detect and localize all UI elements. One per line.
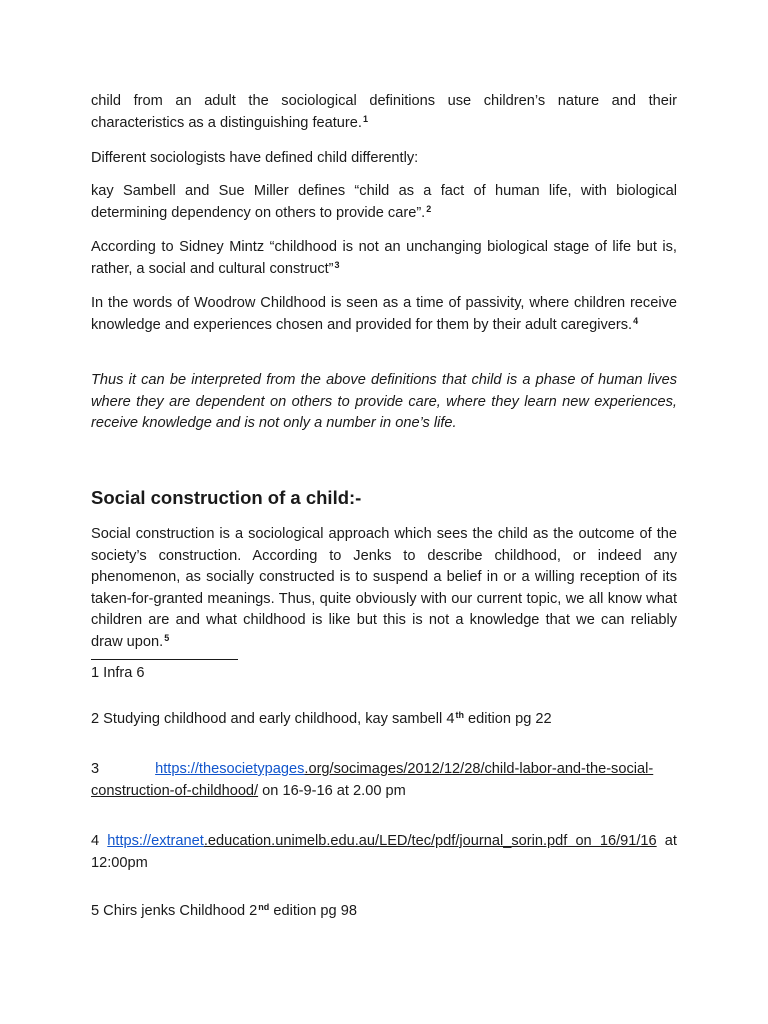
paragraph-interpretation bbox=[91, 370, 677, 435]
footnote-separator bbox=[91, 659, 238, 660]
footnote-5 bbox=[91, 901, 677, 923]
paragraph-different-sociologists bbox=[91, 148, 677, 170]
footnote-text: edition pg 98 bbox=[269, 903, 357, 919]
footnote-number: 3 bbox=[91, 761, 100, 777]
paragraph-text: According to Sidney Mintz “childhood is not an unchanging biological stage of life but is, rather, a social and cultural construct” bbox=[91, 239, 677, 277]
footnote-text: 5 Chirs jenks Childhood 2 bbox=[91, 903, 258, 919]
footnote-1: 1 Infra 6 bbox=[91, 665, 145, 681]
footnote-superscript: th bbox=[455, 710, 464, 720]
footnote-2 bbox=[91, 709, 677, 731]
footnote-text: 2 Studying childhood and early childhood, kay sambell 4 bbox=[91, 711, 455, 727]
footnote-number: 4 bbox=[91, 833, 100, 849]
paragraph-mintz bbox=[91, 237, 677, 280]
footnote-ref-1[interactable]: 1 bbox=[362, 113, 368, 124]
footnote-link-societypages[interactable]: https://thesocietypages bbox=[155, 761, 305, 777]
footnote-ref-4[interactable]: 4 bbox=[633, 315, 639, 326]
footnote-3 bbox=[91, 759, 677, 802]
footnote-text: edition pg 22 bbox=[463, 711, 552, 727]
footnote-text: at 12:00pm bbox=[91, 833, 677, 871]
footnote-4 bbox=[91, 831, 677, 874]
paragraph-text: kay Sambell and Sue Miller defines “child as a fact of human life, with biological determining dependency on others to provide care”. bbox=[91, 183, 677, 221]
paragraph-sambell-miller bbox=[91, 181, 677, 224]
footnote-text: on 16-9-16 at 2.00 pm bbox=[258, 782, 406, 799]
footnote-superscript: nd bbox=[258, 902, 270, 912]
paragraph-intro bbox=[91, 91, 677, 134]
footnote-ref-5[interactable]: 5 bbox=[164, 632, 170, 643]
footnote-ref-3[interactable]: 3 bbox=[334, 259, 340, 270]
paragraph-text: Different sociologists have defined child differently: bbox=[91, 150, 419, 166]
paragraph-text: Thus it can be interpreted from the above definitions that child is a phase of human lives where they are dependent on others to provide care, where they learn new experiences, receive knowledge and is not only a number in one’s life. bbox=[91, 372, 677, 431]
paragraph-text: Social construction is a sociological approach which sees the child as the outcome of the society’s construction. According to Jenks to describe childhood, or indeed any phenomenon, as socially constructed is to suspend a belief in or a willing reception of its taken-for-granted meanings. Thus, quite obviously with our current topic, we all know what children are and what childhood is like but this is not a knowledge that we can reliably draw upon. bbox=[91, 526, 677, 650]
footnote-link-extranet[interactable]: https://extranet bbox=[107, 833, 204, 849]
paragraph-social-construction bbox=[91, 524, 677, 653]
paragraph-text: child from an adult the sociological definitions use children’s nature and their characteristics as a distinguishing feature. bbox=[91, 93, 677, 131]
section-heading: Social construction of a child:- bbox=[91, 487, 362, 508]
paragraph-woodrow bbox=[91, 293, 677, 336]
footnote-ref-2[interactable]: 2 bbox=[426, 203, 432, 214]
footnote-link-extranet-path[interactable]: .education.unimelb.edu.au/LED/tec/pdf/journal_sorin.pdf on 16/91/16 bbox=[203, 833, 657, 849]
footnote-link-societypages-path[interactable]: .org/socimages/2012/12/28/child-labor-and-the-social-construction-of-childhood/ bbox=[91, 761, 654, 799]
paragraph-text: In the words of Woodrow Childhood is seen as a time of passivity, where children receive knowledge and experiences chosen and provided for them by their adult caregivers. bbox=[91, 295, 677, 333]
